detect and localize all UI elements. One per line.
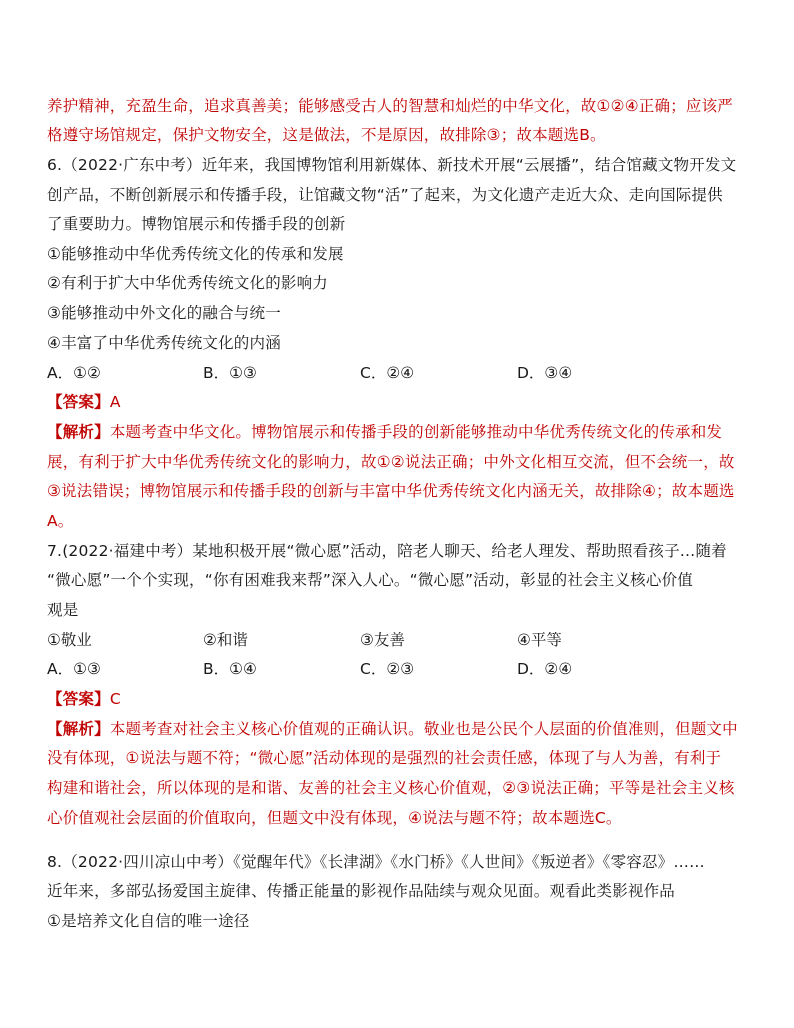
q7-stem-line-2: “微心愿”一个个实现，“你有困难我来帮”深入人心。“微心愿”活动，彰显的社会主义核心价值 [47,571,693,589]
analysis-tag: 【解析】 [47,423,110,441]
q7-analysis-line-4: 心价值观社会层面的价值取向，但题文中没有体现，④说法与题不符；故本题选C。 [47,809,622,827]
q5-analysis-line-1: 养护精神，充盈生命，追求真善美；能够感受古人的智慧和灿烂的中华文化，故①②④正确；应该严 [47,97,733,115]
q7-stem-line-1: 7.(2022·福建中考）某地积极开展“微心愿”活动，陪老人聊天、给老人理发、帮助照看孩子…随着 [47,542,727,560]
analysis-tag: 【解析】 [47,720,110,738]
q7-item-2: ②和谐 [203,631,248,649]
q7-analysis-line-2: 没有体现，①说法与题不符；“微心愿”活动体现的是强烈的社会责任感，体现了与人为善，有利于 [47,749,722,767]
q7-item-4: ④平等 [517,631,562,649]
q8-stem-line-2: 近年来，多部弘扬爱国主旋律、传播正能量的影视作品陆续与观众见面。观看此类影视作品 [47,882,676,900]
q8-item-1: ①是培养文化自信的唯一途径 [47,912,250,930]
q7-answer [47,689,121,709]
q6-stem-line-1: 6.（2022·广东中考）近年来，我国博物馆利用新媒体、新技术开展“云展播”，结合馆藏文物开发文 [47,156,737,174]
q6-stem-line-3: 了重要助力。博物馆展示和传播手段的创新 [47,215,346,233]
q7-stem-line-3: 观是 [47,601,79,619]
q6-item-4: ④丰富了中华优秀传统文化的内涵 [47,334,281,352]
q6-answer [47,392,121,412]
q6-stem-line-2: 创产品，不断创新展示和传播手段，让馆藏文物“活”了起来，为文化遗产走近大众、走向国际提供 [47,186,723,204]
q6-option-c: C．②④ [360,364,415,382]
q7-option-c: C．②③ [360,660,415,678]
answer-tag: 【答案】 [47,690,110,708]
analysis-text: 本题考查对社会主义核心价值观的正确认识。敬业也是公民个人层面的价值准则，但题文中 [109,720,738,738]
q6-analysis-line-4: A。 [47,512,74,530]
q6-analysis-line-1 [47,422,722,442]
q6-option-d: D．③④ [517,364,573,382]
q7-option-a: A．①③ [47,660,101,678]
q6-item-3: ③能够推动中外文化的融合与统一 [47,304,281,322]
q6-option-b: B．①③ [203,364,257,382]
analysis-text: 本题考查中华文化。博物馆展示和传播手段的创新能够推动中华优秀传统文化的传承和发 [109,423,723,441]
q7-item-3: ③友善 [360,631,405,649]
answer-value: C [109,690,121,708]
q6-item-1: ①能够推动中华优秀传统文化的传承和发展 [47,245,344,263]
q7-item-1: ①敬业 [47,631,92,649]
q5-analysis-line-2: 格遵守场馆规定，保护文物安全，这是做法，不是原因，故排除③；故本题选B。 [47,126,606,144]
q6-item-2: ②有利于扩大中华优秀传统文化的影响力 [47,274,328,292]
q6-analysis-line-2: 展，有利于扩大中华优秀传统文化的影响力，故①②说法正确；中外文化相互交流，但不会统一，故 [47,453,735,471]
answer-value: A [109,393,121,411]
q6-analysis-line-3: ③说法错误；博物馆展示和传播手段的创新与丰富中华优秀传统文化内涵无关，故排除④；故本题选 [47,482,735,500]
q7-option-d: D．②④ [517,660,573,678]
answer-tag: 【答案】 [47,393,110,411]
q6-option-a: A．①② [47,364,101,382]
q7-option-b: B．①④ [203,660,257,678]
q7-analysis-line-1 [47,719,738,739]
q8-stem-line-1: 8.（2022·四川凉山中考）《觉醒年代》《长津湖》《水门桥》《人世间》《叛逆者》《零容忍》…… [47,853,705,871]
q7-analysis-line-3: 构建和谐社会，所以体现的是和谐、友善的社会主义核心价值观，②③说法正确；平等是社会主义核 [47,779,735,797]
